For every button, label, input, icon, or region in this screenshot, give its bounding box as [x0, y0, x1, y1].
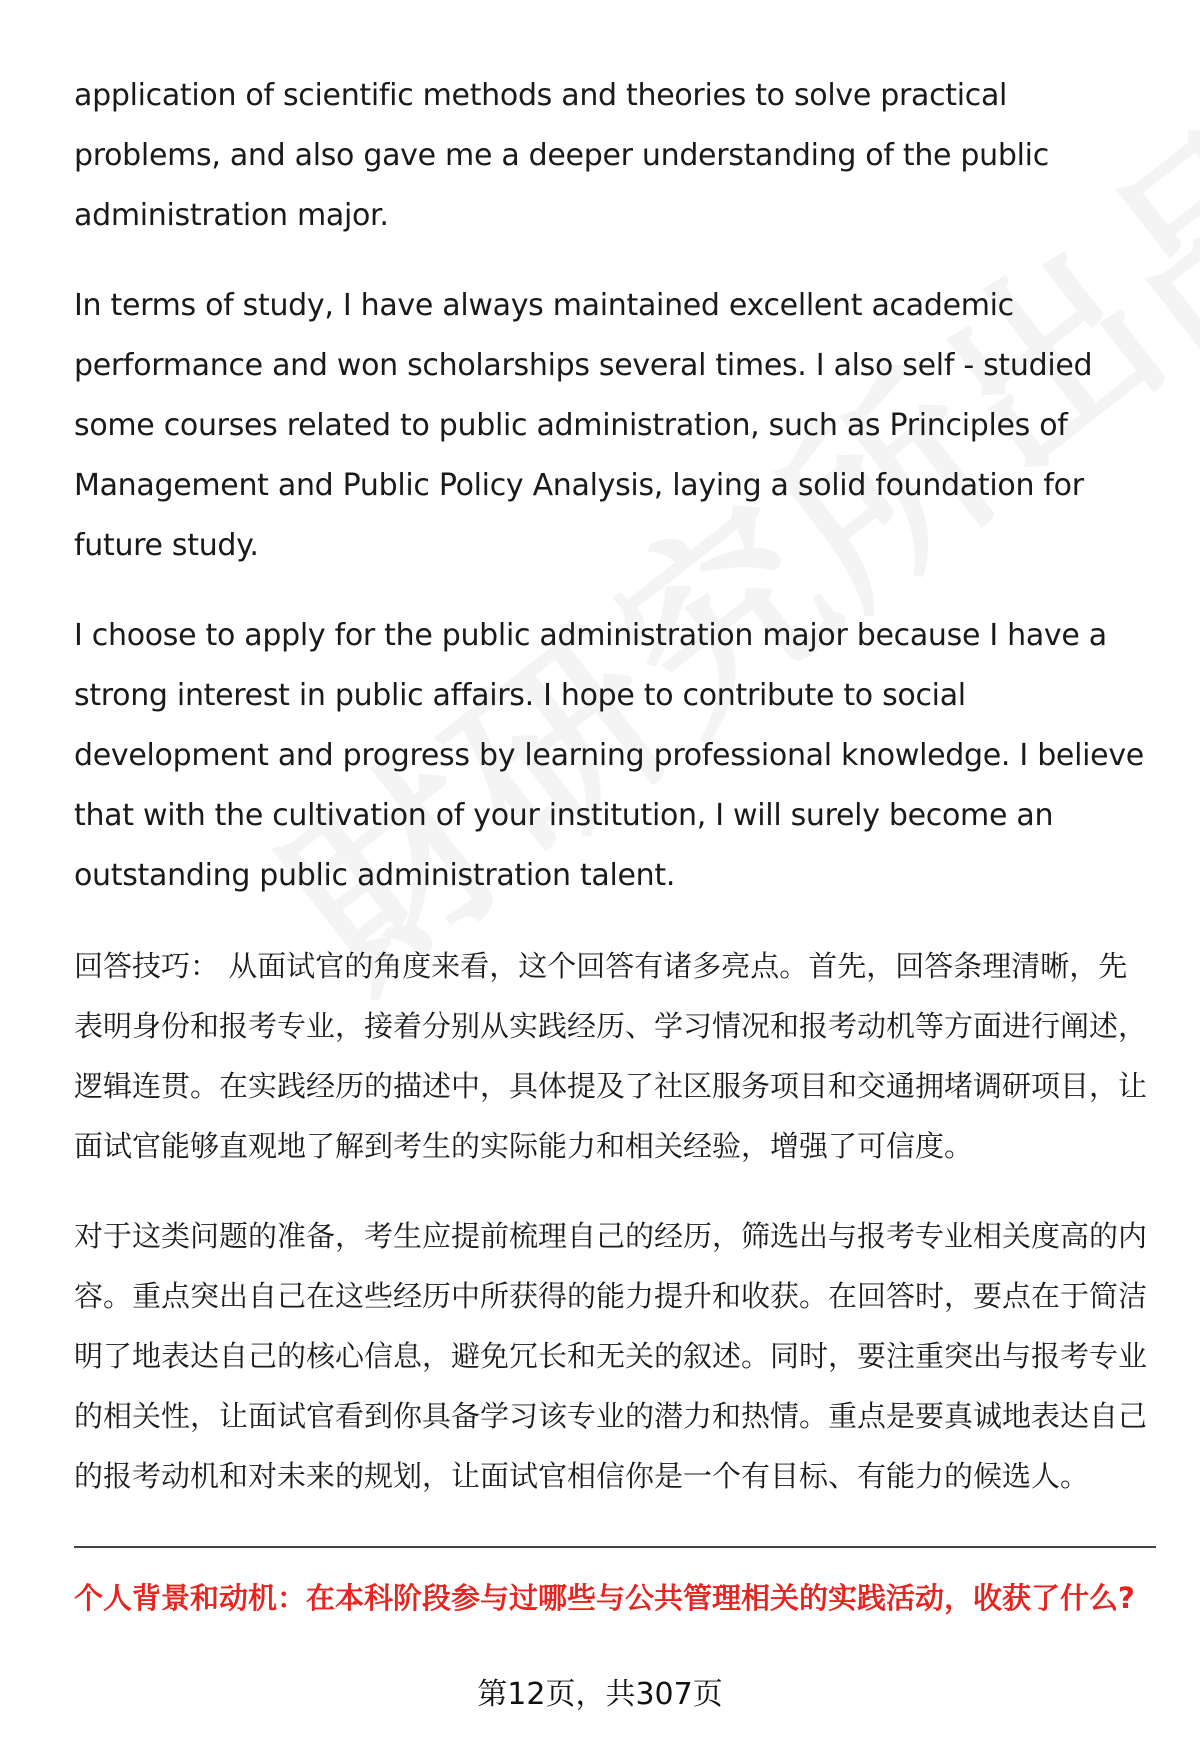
page-number: 第12页，共307页: [477, 1677, 723, 1712]
next-question-heading: 个人背景和动机：在本科阶段参与过哪些与公共管理相关的实践活动，收获了什么?: [74, 1581, 1135, 1615]
paragraph-study: In terms of study, I have always maintained excellent academic performance and won scholarships several times. I also self - studied some courses related to public administration, such as Principles of Management and Public Policy Analysis, laying a solid foundation for future study.: [74, 288, 1093, 563]
page-content: [74, 66, 1156, 1536]
section-divider: [74, 1546, 1156, 1548]
paragraph-practice-continued: application of scientific methods and theories to solve practical problems, and also gave me a deeper understanding of the public administration major.: [74, 78, 1049, 233]
paragraph-answer-tips: 回答技巧： 从面试官的角度来看，这个回答有诸多亮点。首先，回答条理清晰，先表明身份和报考专业，接着分别从实践经历、学习情况和报考动机等方面进行阐述，逻辑连贯。在实践经历的描述中，具体提及了社区服务项目和交通拥堵调研项目，让面试官能够直观地了解到考生的实际能力和相关经验，增强了可信度。: [74, 949, 1148, 1163]
paragraph-motivation: I choose to apply for the public administration major because I have a strong interest in public affairs. I hope to contribute to social development and progress by learning professional knowledge. I believe that with the cultivation of your institution, I will surely become an outstanding public administration talent.: [74, 618, 1144, 893]
paragraph-preparation-advice: 对于这类问题的准备，考生应提前梳理自己的经历，筛选出与报考专业相关度高的内容。重点突出自己在这些经历中所获得的能力提升和收获。在回答时，要点在于简洁明了地表达自己的核心信息，避免冗长和无关的叙述。同时，要注重突出与报考专业的相关性，让面试官看到你具备学习该专业的潜力和热情。重点是要真诚地表达自己的报考动机和对未来的规划，让面试官相信你是一个有目标、有能力的候选人。: [74, 1219, 1148, 1493]
